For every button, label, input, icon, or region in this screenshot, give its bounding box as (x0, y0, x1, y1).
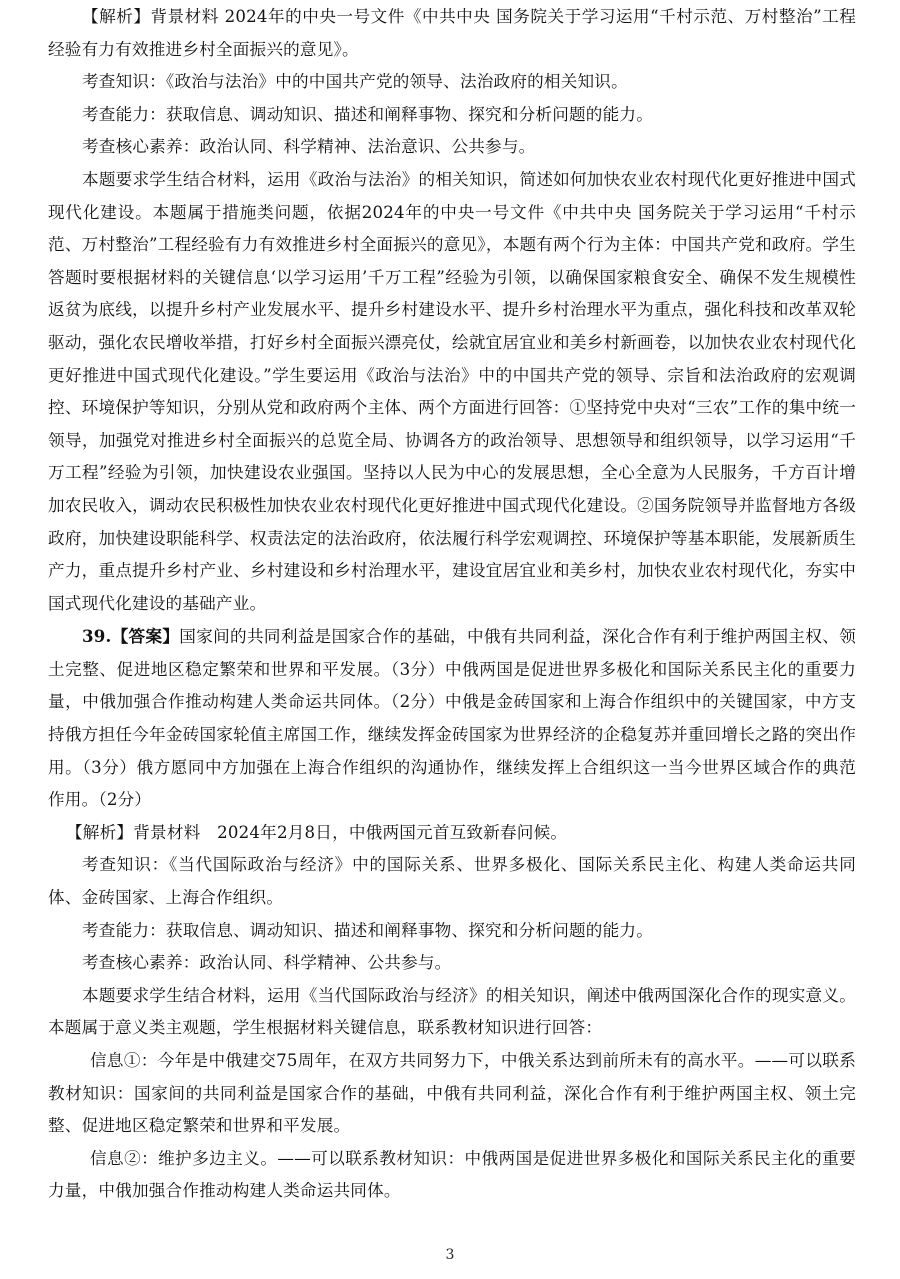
info-paragraph-1: 信息①：今年是中俄建交75周年，在双方共同努力下，中俄关系达到前所未有的高水平。——可以联系教材知识：国家间的共同利益是国家合作的基础，中俄有共同利益，深化合作有利于维护两国主权、领土完整、促进地区稳定繁荣和世界和平发展。 (48, 1051, 856, 1136)
analysis-background-paragraph (48, 1, 856, 66)
analysis-body-paragraph: 本题要求学生结合材料，运用《当代国际政治与经济》的相关知识，阐述中俄两国深化合作的现实意义。本题属于意义类主观题，学生根据材料关键信息，联系教材知识进行回答： (48, 985, 856, 1038)
answer-label: 【答案】 (111, 626, 180, 647)
literacy-line: 考查核心素养：政治认同、科学精神、公共参与。 (82, 953, 452, 973)
analysis-label: 【解析】 (82, 7, 151, 26)
ability-line: 考查能力：获取信息、调动知识、描述和阐释事物、探究和分析问题的能力。 (82, 920, 653, 940)
background-text: 背景材料 2024年2月8日，中俄两国元首互致新春问候。 (133, 822, 568, 842)
info-paragraph-2: 信息②：维护多边主义。——可以联系教材知识：中俄两国是促进世界多极化和国际关系民主化的重要力量，中俄加强合作推动构建人类命运共同体。 (48, 1148, 856, 1201)
page-number: 3 (445, 1247, 455, 1263)
q39-answer-paragraph (48, 620, 856, 817)
analysis-label: 【解析】 (66, 822, 134, 842)
analysis-body-paragraph: 本题要求学生结合材料，运用《政治与法治》的相关知识，简述如何加快农业农村现代化更好推进中国式现代化建设。本题属于措施类问题，依据2024年的中央一号文件《中共中央 国务院关于学习运用“千村示范、万村整治”工程经验有力有效推进乡村全面振兴的意见》，本题有两个行为主体：中国共产党和政府。学生答题时要根据材料的关键信息‘以学习运用’千万工程”经验为引领，以确保国家粮食安全、确保不发生规模性返贫为底线，以提升乡村产业发展水平、提升乡村建设水平、提升乡村治理水平为重点，强化科技和改革双轮驱动，强化农民增收举措，打好乡村全面振兴漂亮仗，绘就宜居宜业和美乡村新画卷，以加快农业农村现代化更好推进中国式现代化建设。”学生要运用《政治与法治》中的中国共产党的领导、宗旨和法治政府的宏观调控、环境保护等知识，分别从党和政府两个主体、两个方面进行回答：①坚持党中央对“三农”工作的集中统一领导，加强党对推进乡村全面振兴的总览全局、协调各方的政治领导、思想领导和组织领导，以学习运用“千万工程”经验为引领，加快建设农业强国。坚持以人民为中心的发展思想，全心全意为人民服务，千方百计增加农民收入，调动农民积极性加快农业农村现代化更好推进中国式现代化建设。②国务院领导并监督地方各级政府，加快建设职能科学、权责法定的法治政府，依法履行科学宏观调控、环境保护等基本职能，发展新质生产力，重点提升乡村产业、乡村建设和乡村治理水平，建设宜居宜业和美乡村，加快农业农村现代化，夯实中国式现代化建设的基础产业。 (48, 169, 856, 613)
q39-background-paragraph (48, 817, 856, 850)
ability-line: 考查能力：获取信息、调动知识、描述和阐释事物、探究和分析问题的能力。 (82, 104, 653, 124)
page-content (48, 1, 856, 1208)
knowledge-line: 考查知识：《政治与法治》中的中国共产党的领导、法治政府的相关知识。 (82, 72, 628, 92)
answer-text: 国家间的共同利益是国家合作的基础，中俄有共同利益，深化合作有利于维护两国主权、领土完整、促进地区稳定繁荣和世界和平发展。（3分）中俄两国是促进世界多极化和国际关系民主化的重要力量，中俄加强合作推动构建人类命运共同体。（2分）中俄是金砖国家和上海合作组织中的关键国家，中方支持俄方担任今年金砖国家轮值主席国工作，继续发挥金砖国家为世界经济的企稳复苏并重回增长之路的突出作用。（3分）俄方愿同中方加强在上海合作组织的沟通协作，继续发挥上合组织这一当今世界区域合作的典范作用。（2分） (48, 627, 856, 810)
literacy-line: 考查核心素养：政治认同、科学精神、法治意识、公共参与。 (82, 137, 536, 157)
knowledge-line: 考查知识：《当代国际政治与经济》中的国际关系、世界多极化、国际关系民主化、构建人类命运共同体、金砖国家、上海合作组织。 (48, 855, 856, 908)
background-text: 背景材料 2024年的中央一号文件《中共中央 国务院关于学习运用“千村示范、万村整治”工程经验有力有效推进乡村全面振兴的意见》。 (48, 7, 856, 59)
question-number: 39. (82, 626, 112, 647)
